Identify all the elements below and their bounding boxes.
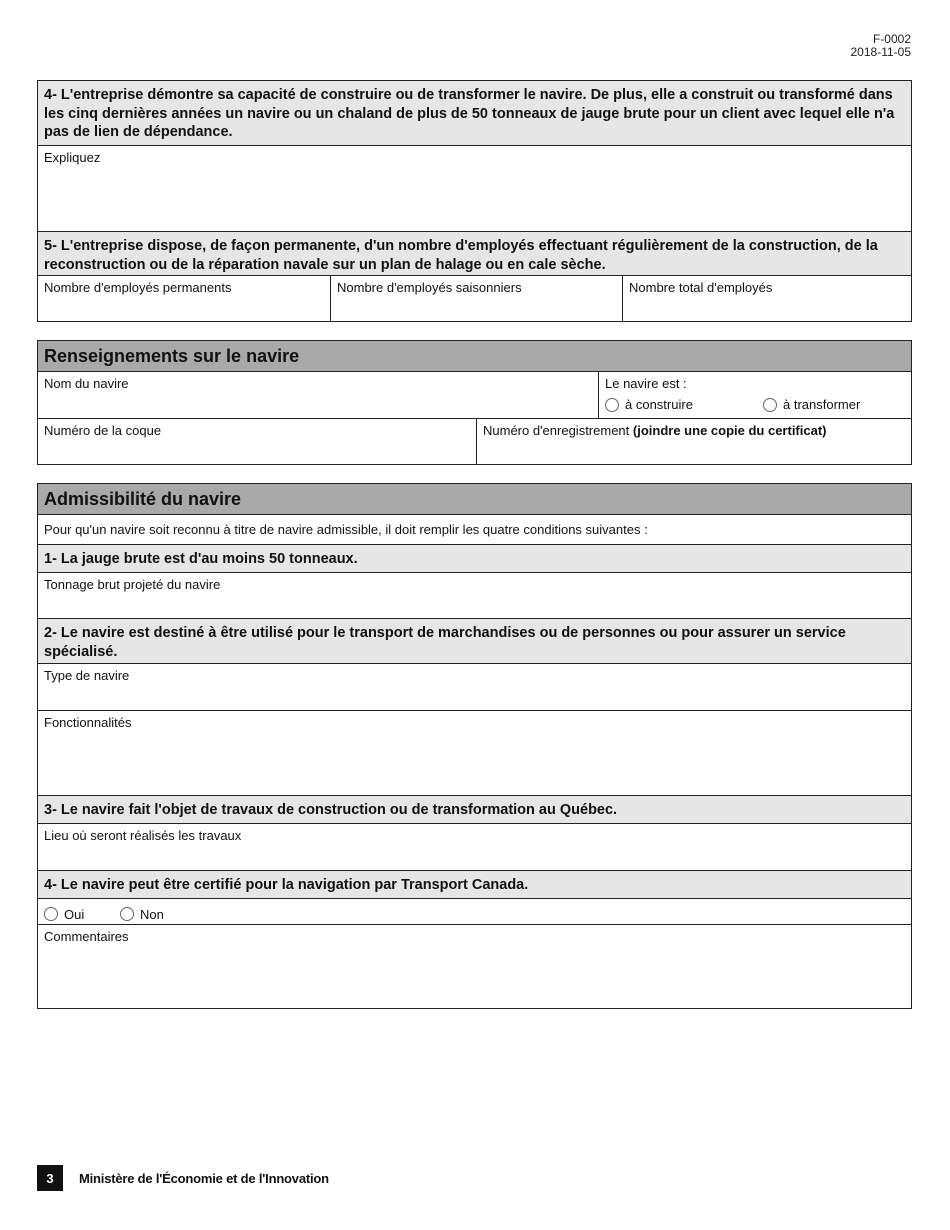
form-date: 2018-11-05 [850, 45, 911, 59]
radio-icon [120, 907, 134, 921]
radio-oui[interactable]: Oui [44, 904, 120, 924]
question-4-heading: 4- L'entreprise démontre sa capacité de construire ou de transformer le navire. De plus, elle a construit ou transformé dans les cinq dernières années un navire ou un chaland de plus de 50 tonneaux de jauge brute pour un client avec lequel elle n'a pas de lien de dépendance. [38, 81, 911, 145]
eligibility-section [37, 483, 912, 1009]
form-number: F-0002 [872, 32, 911, 46]
functionalities-label: Fonctionnalités [44, 715, 132, 730]
seasonal-employees-field[interactable] [330, 276, 622, 321]
page-footer [37, 1165, 329, 1191]
question-5-heading: 5- L'entreprise dispose, de façon permanente, d'un nombre d'employés effectuant régulièrement de la construction, de la reconstruction ou de la réparation navale sur un plan de halage ou en cale sèche. [38, 231, 911, 275]
ministry-name: Ministère de l'Économie et de l'Innovation [79, 1170, 329, 1186]
certification-radio-group [38, 898, 911, 924]
comments-field[interactable] [38, 924, 911, 1007]
radio-a-transformer[interactable]: à transformer [763, 397, 860, 412]
condition-1-heading: 1- La jauge brute est d'au moins 50 tonneaux. [38, 544, 911, 572]
gross-tonnage-label: Tonnage brut projeté du navire [44, 577, 221, 592]
registration-note: (joindre une copie du certificat) [632, 423, 827, 438]
permanent-employees-label: Nombre d'employés permanents [44, 280, 232, 295]
entreprise-section [37, 80, 912, 322]
total-employees-field[interactable] [622, 276, 911, 321]
eligibility-title: Admissibilité du navire [38, 484, 911, 514]
vessel-type-field[interactable] [38, 663, 911, 710]
vessel-status-label: Le navire est : [605, 376, 687, 391]
seasonal-employees-label: Nombre d'employés saisonniers [337, 280, 522, 295]
condition-4-heading: 4- Le navire peut être certifié pour la navigation par Transport Canada. [38, 870, 911, 898]
registration-number-field[interactable] [476, 419, 911, 465]
explain-field[interactable] [38, 145, 911, 231]
form-code [851, 33, 912, 59]
total-employees-label: Nombre total d'employés [629, 280, 773, 295]
functionalities-field[interactable] [38, 710, 911, 795]
hull-number-field[interactable] [38, 419, 476, 465]
radio-icon [605, 398, 619, 412]
gross-tonnage-field[interactable] [38, 572, 911, 618]
condition-2-heading: 2- Le navire est destiné à être utilisé pour le transport de marchandises ou de personnes ou pour assurer un service spécialisé. [38, 618, 911, 663]
vessel-name-field[interactable] [38, 372, 598, 418]
registration-number-label: Numéro d'enregistrement [483, 423, 630, 438]
vessel-status-group [598, 372, 911, 418]
radio-non[interactable]: Non [120, 904, 164, 924]
radio-a-construire[interactable]: à construire [605, 397, 763, 412]
condition-3-heading: 3- Le navire fait l'objet de travaux de construction ou de transformation au Québec. [38, 795, 911, 823]
comments-label: Commentaires [44, 929, 129, 944]
radio-icon [44, 907, 58, 921]
page-number: 3 [37, 1165, 63, 1191]
vessel-name-label: Nom du navire [44, 376, 129, 391]
work-location-field[interactable] [38, 823, 911, 870]
radio-icon [763, 398, 777, 412]
eligibility-intro: Pour qu'un navire soit reconnu à titre de navire admissible, il doit remplir les quatre conditions suivantes : [38, 514, 911, 544]
permanent-employees-field[interactable] [38, 276, 330, 321]
vessel-type-label: Type de navire [44, 668, 130, 683]
vessel-info-title: Renseignements sur le navire [38, 341, 911, 371]
work-location-label: Lieu où seront réalisés les travaux [44, 828, 242, 843]
vessel-info-section [37, 340, 912, 465]
explain-label: Expliquez [44, 150, 101, 165]
hull-number-label: Numéro de la coque [44, 423, 162, 438]
